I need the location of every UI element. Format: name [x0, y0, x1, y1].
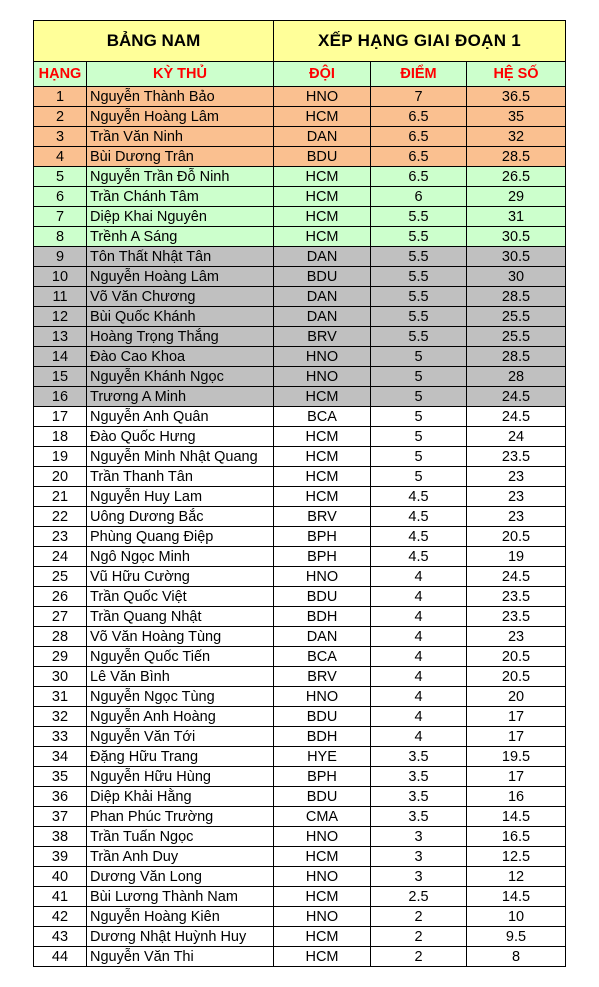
team-cell: BPH [274, 547, 371, 567]
player-name-cell: Trương A Minh [87, 387, 274, 407]
player-name-cell: Phùng Quang Điệp [87, 527, 274, 547]
score-cell: 5.5 [371, 207, 467, 227]
team-cell: HCM [274, 187, 371, 207]
player-name-cell: Dương Văn Long [87, 867, 274, 887]
coefficient-cell: 14.5 [467, 887, 566, 907]
team-cell: HCM [274, 927, 371, 947]
score-cell: 3.5 [371, 787, 467, 807]
rank-cell: 39 [34, 847, 87, 867]
rank-cell: 33 [34, 727, 87, 747]
coefficient-cell: 8 [467, 947, 566, 967]
table-row [34, 367, 566, 387]
team-cell: HCM [274, 947, 371, 967]
coefficient-cell: 16 [467, 787, 566, 807]
table-row [34, 727, 566, 747]
rank-cell: 10 [34, 267, 87, 287]
rank-cell: 22 [34, 507, 87, 527]
coefficient-cell: 23 [467, 467, 566, 487]
team-cell: BPH [274, 767, 371, 787]
player-name-cell: Nguyễn Văn Thi [87, 947, 274, 967]
player-name-cell: Trần Văn Ninh [87, 127, 274, 147]
coefficient-cell: 28.5 [467, 287, 566, 307]
coefficient-cell: 20.5 [467, 527, 566, 547]
score-cell: 5.5 [371, 327, 467, 347]
table-row [34, 427, 566, 447]
team-cell: BRV [274, 667, 371, 687]
rank-cell: 9 [34, 247, 87, 267]
team-cell: DAN [274, 287, 371, 307]
rank-cell: 15 [34, 367, 87, 387]
table-row [34, 887, 566, 907]
score-cell: 3.5 [371, 747, 467, 767]
player-name-cell: Nguyễn Khánh Ngọc [87, 367, 274, 387]
team-cell: HNO [274, 567, 371, 587]
rank-cell: 19 [34, 447, 87, 467]
table-row [34, 267, 566, 287]
team-cell: HCM [274, 427, 371, 447]
coefficient-cell: 17 [467, 767, 566, 787]
team-cell: HCM [274, 847, 371, 867]
rank-cell: 43 [34, 927, 87, 947]
score-cell: 4 [371, 667, 467, 687]
player-name-cell: Nguyễn Hoàng Kiên [87, 907, 274, 927]
team-cell: HNO [274, 867, 371, 887]
table-row [34, 587, 566, 607]
player-name-cell: Nguyễn Thành Bảo [87, 87, 274, 107]
coefficient-cell: 24.5 [467, 407, 566, 427]
team-cell: BPH [274, 527, 371, 547]
player-name-cell: Nguyễn Văn Tới [87, 727, 274, 747]
rank-cell: 3 [34, 127, 87, 147]
header-player: KỲ THỦ [87, 62, 274, 87]
team-cell: HCM [274, 387, 371, 407]
table-row [34, 327, 566, 347]
coefficient-cell: 24.5 [467, 567, 566, 587]
team-cell: BCA [274, 647, 371, 667]
player-name-cell: Trềnh A Sáng [87, 227, 274, 247]
score-cell: 3.5 [371, 767, 467, 787]
table-row [34, 187, 566, 207]
header-team: ĐỘI [274, 62, 371, 87]
table-row [34, 707, 566, 727]
coefficient-cell: 25.5 [467, 327, 566, 347]
rank-cell: 28 [34, 627, 87, 647]
score-cell: 5.5 [371, 227, 467, 247]
player-name-cell: Nguyễn Quốc Tiến [87, 647, 274, 667]
player-name-cell: Võ Văn Hoàng Tùng [87, 627, 274, 647]
rank-cell: 4 [34, 147, 87, 167]
table-row [34, 607, 566, 627]
score-cell: 5 [371, 467, 467, 487]
score-cell: 5 [371, 347, 467, 367]
table-row [34, 127, 566, 147]
team-cell: HNO [274, 367, 371, 387]
team-cell: HNO [274, 827, 371, 847]
team-cell: DAN [274, 627, 371, 647]
header-coefficient: HỆ SỐ [467, 62, 566, 87]
table-row [34, 927, 566, 947]
player-name-cell: Trần Thanh Tân [87, 467, 274, 487]
table-row [34, 287, 566, 307]
rank-cell: 25 [34, 567, 87, 587]
rank-cell: 5 [34, 167, 87, 187]
score-cell: 5.5 [371, 267, 467, 287]
table-row [34, 87, 566, 107]
table-row [34, 247, 566, 267]
team-cell: BRV [274, 327, 371, 347]
player-name-cell: Phan Phúc Trường [87, 807, 274, 827]
table-row [34, 467, 566, 487]
coefficient-cell: 17 [467, 727, 566, 747]
score-cell: 4 [371, 727, 467, 747]
team-cell: BDH [274, 607, 371, 627]
coefficient-cell: 30.5 [467, 227, 566, 247]
table-row [34, 787, 566, 807]
coefficient-cell: 32 [467, 127, 566, 147]
player-name-cell: Diệp Khai Nguyên [87, 207, 274, 227]
rank-cell: 17 [34, 407, 87, 427]
score-cell: 6 [371, 187, 467, 207]
table-row [34, 527, 566, 547]
table-row [34, 507, 566, 527]
coefficient-cell: 35 [467, 107, 566, 127]
rank-cell: 11 [34, 287, 87, 307]
rank-cell: 40 [34, 867, 87, 887]
coefficient-cell: 19 [467, 547, 566, 567]
score-cell: 4 [371, 567, 467, 587]
score-cell: 2 [371, 947, 467, 967]
table-row [34, 627, 566, 647]
table-row [34, 827, 566, 847]
team-cell: DAN [274, 127, 371, 147]
team-cell: BCA [274, 407, 371, 427]
player-name-cell: Võ Văn Chương [87, 287, 274, 307]
table-row [34, 907, 566, 927]
player-name-cell: Trần Quang Nhật [87, 607, 274, 627]
team-cell: BDU [274, 587, 371, 607]
score-cell: 3 [371, 827, 467, 847]
score-cell: 6.5 [371, 107, 467, 127]
coefficient-cell: 10 [467, 907, 566, 927]
table-row [34, 347, 566, 367]
team-cell: BRV [274, 507, 371, 527]
coefficient-cell: 23.5 [467, 587, 566, 607]
score-cell: 4.5 [371, 547, 467, 567]
ranking-table [33, 20, 566, 967]
rank-cell: 2 [34, 107, 87, 127]
coefficient-cell: 28.5 [467, 147, 566, 167]
coefficient-cell: 23 [467, 487, 566, 507]
score-cell: 2 [371, 927, 467, 947]
score-cell: 4 [371, 687, 467, 707]
player-name-cell: Diệp Khải Hằng [87, 787, 274, 807]
score-cell: 5 [371, 387, 467, 407]
score-cell: 2 [371, 907, 467, 927]
coefficient-cell: 19.5 [467, 747, 566, 767]
team-cell: DAN [274, 247, 371, 267]
ranking-table-body [34, 21, 566, 967]
rank-cell: 18 [34, 427, 87, 447]
rank-cell: 7 [34, 207, 87, 227]
rank-cell: 41 [34, 887, 87, 907]
table-row [34, 647, 566, 667]
table-row [34, 847, 566, 867]
rank-cell: 12 [34, 307, 87, 327]
rank-cell: 44 [34, 947, 87, 967]
title-row [34, 21, 566, 62]
rank-cell: 38 [34, 827, 87, 847]
team-cell: CMA [274, 807, 371, 827]
table-row [34, 567, 566, 587]
rank-cell: 8 [34, 227, 87, 247]
score-cell: 5 [371, 427, 467, 447]
table-row [34, 147, 566, 167]
rank-cell: 36 [34, 787, 87, 807]
coefficient-cell: 17 [467, 707, 566, 727]
rank-cell: 16 [34, 387, 87, 407]
player-name-cell: Trần Quốc Việt [87, 587, 274, 607]
team-cell: HCM [274, 107, 371, 127]
coefficient-cell: 23 [467, 507, 566, 527]
player-name-cell: Vũ Hữu Cường [87, 567, 274, 587]
score-cell: 6.5 [371, 127, 467, 147]
score-cell: 3 [371, 847, 467, 867]
coefficient-cell: 29 [467, 187, 566, 207]
rank-cell: 21 [34, 487, 87, 507]
team-cell: HNO [274, 907, 371, 927]
score-cell: 4 [371, 707, 467, 727]
coefficient-cell: 12 [467, 867, 566, 887]
player-name-cell: Nguyễn Hoàng Lâm [87, 107, 274, 127]
score-cell: 4 [371, 647, 467, 667]
player-name-cell: Trần Tuấn Ngọc [87, 827, 274, 847]
table-title-left: BẢNG NAM [34, 21, 274, 62]
rank-cell: 26 [34, 587, 87, 607]
rank-cell: 35 [34, 767, 87, 787]
player-name-cell: Uông Dương Bắc [87, 507, 274, 527]
player-name-cell: Trần Chánh Tâm [87, 187, 274, 207]
team-cell: DAN [274, 307, 371, 327]
player-name-cell: Đặng Hữu Trang [87, 747, 274, 767]
player-name-cell: Đào Cao Khoa [87, 347, 274, 367]
rank-cell: 29 [34, 647, 87, 667]
player-name-cell: Tôn Thất Nhật Tân [87, 247, 274, 267]
team-cell: BDH [274, 727, 371, 747]
header-row [34, 62, 566, 87]
table-row [34, 667, 566, 687]
table-row [34, 407, 566, 427]
coefficient-cell: 28.5 [467, 347, 566, 367]
score-cell: 4.5 [371, 527, 467, 547]
score-cell: 5 [371, 367, 467, 387]
coefficient-cell: 9.5 [467, 927, 566, 947]
rank-cell: 34 [34, 747, 87, 767]
team-cell: HCM [274, 167, 371, 187]
player-name-cell: Hoàng Trọng Thắng [87, 327, 274, 347]
coefficient-cell: 14.5 [467, 807, 566, 827]
coefficient-cell: 16.5 [467, 827, 566, 847]
player-name-cell: Nguyễn Minh Nhật Quang [87, 447, 274, 467]
table-row [34, 227, 566, 247]
team-cell: HCM [274, 887, 371, 907]
team-cell: BDU [274, 707, 371, 727]
table-title-right: XẾP HẠNG GIAI ĐOẠN 1 [274, 21, 566, 62]
rank-cell: 27 [34, 607, 87, 627]
team-cell: HCM [274, 467, 371, 487]
coefficient-cell: 25.5 [467, 307, 566, 327]
coefficient-cell: 12.5 [467, 847, 566, 867]
team-cell: BDU [274, 787, 371, 807]
header-rank: HẠNG [34, 62, 87, 87]
score-cell: 6.5 [371, 147, 467, 167]
rank-cell: 42 [34, 907, 87, 927]
team-cell: HCM [274, 227, 371, 247]
table-row [34, 167, 566, 187]
score-cell: 5 [371, 447, 467, 467]
player-name-cell: Nguyễn Anh Quân [87, 407, 274, 427]
coefficient-cell: 23 [467, 627, 566, 647]
team-cell: HCM [274, 447, 371, 467]
score-cell: 5.5 [371, 247, 467, 267]
table-row [34, 107, 566, 127]
player-name-cell: Nguyễn Hữu Hùng [87, 767, 274, 787]
coefficient-cell: 30 [467, 267, 566, 287]
score-cell: 5.5 [371, 287, 467, 307]
player-name-cell: Bùi Dương Trân [87, 147, 274, 167]
team-cell: BDU [274, 267, 371, 287]
team-cell: HCM [274, 207, 371, 227]
rank-cell: 20 [34, 467, 87, 487]
score-cell: 4.5 [371, 487, 467, 507]
rank-cell: 32 [34, 707, 87, 727]
player-name-cell: Nguyễn Huy Lam [87, 487, 274, 507]
score-cell: 5 [371, 407, 467, 427]
score-cell: 2.5 [371, 887, 467, 907]
coefficient-cell: 31 [467, 207, 566, 227]
team-cell: BDU [274, 147, 371, 167]
player-name-cell: Ngô Ngọc Minh [87, 547, 274, 567]
team-cell: HYE [274, 747, 371, 767]
team-cell: HNO [274, 87, 371, 107]
table-row [34, 547, 566, 567]
table-row [34, 387, 566, 407]
player-name-cell: Đào Quốc Hưng [87, 427, 274, 447]
table-row [34, 307, 566, 327]
rank-cell: 14 [34, 347, 87, 367]
coefficient-cell: 36.5 [467, 87, 566, 107]
rank-cell: 30 [34, 667, 87, 687]
player-name-cell: Bùi Lương Thành Nam [87, 887, 274, 907]
player-name-cell: Bùi Quốc Khánh [87, 307, 274, 327]
coefficient-cell: 24.5 [467, 387, 566, 407]
table-row [34, 807, 566, 827]
coefficient-cell: 26.5 [467, 167, 566, 187]
rank-cell: 13 [34, 327, 87, 347]
score-cell: 4 [371, 627, 467, 647]
rank-cell: 1 [34, 87, 87, 107]
score-cell: 5.5 [371, 307, 467, 327]
coefficient-cell: 20.5 [467, 647, 566, 667]
rank-cell: 23 [34, 527, 87, 547]
coefficient-cell: 24 [467, 427, 566, 447]
team-cell: HCM [274, 487, 371, 507]
table-row [34, 487, 566, 507]
coefficient-cell: 20 [467, 687, 566, 707]
team-cell: HNO [274, 347, 371, 367]
player-name-cell: Nguyễn Ngọc Tùng [87, 687, 274, 707]
table-row [34, 447, 566, 467]
coefficient-cell: 20.5 [467, 667, 566, 687]
score-cell: 6.5 [371, 167, 467, 187]
score-cell: 4 [371, 587, 467, 607]
player-name-cell: Dương Nhật Huỳnh Huy [87, 927, 274, 947]
table-row [34, 947, 566, 967]
player-name-cell: Nguyễn Trần Đỗ Ninh [87, 167, 274, 187]
score-cell: 3 [371, 867, 467, 887]
player-name-cell: Nguyễn Anh Hoàng [87, 707, 274, 727]
coefficient-cell: 23.5 [467, 607, 566, 627]
table-row [34, 207, 566, 227]
player-name-cell: Nguyễn Hoàng Lâm [87, 267, 274, 287]
rank-cell: 24 [34, 547, 87, 567]
rank-cell: 37 [34, 807, 87, 827]
rank-cell: 31 [34, 687, 87, 707]
score-cell: 4.5 [371, 507, 467, 527]
team-cell: HNO [274, 687, 371, 707]
coefficient-cell: 28 [467, 367, 566, 387]
table-row [34, 747, 566, 767]
score-cell: 7 [371, 87, 467, 107]
rank-cell: 6 [34, 187, 87, 207]
score-cell: 4 [371, 607, 467, 627]
player-name-cell: Lê Văn Bình [87, 667, 274, 687]
score-cell: 3.5 [371, 807, 467, 827]
coefficient-cell: 30.5 [467, 247, 566, 267]
player-name-cell: Trần Anh Duy [87, 847, 274, 867]
table-row [34, 867, 566, 887]
table-row [34, 767, 566, 787]
coefficient-cell: 23.5 [467, 447, 566, 467]
table-row [34, 687, 566, 707]
header-score: ĐIỂM [371, 62, 467, 87]
